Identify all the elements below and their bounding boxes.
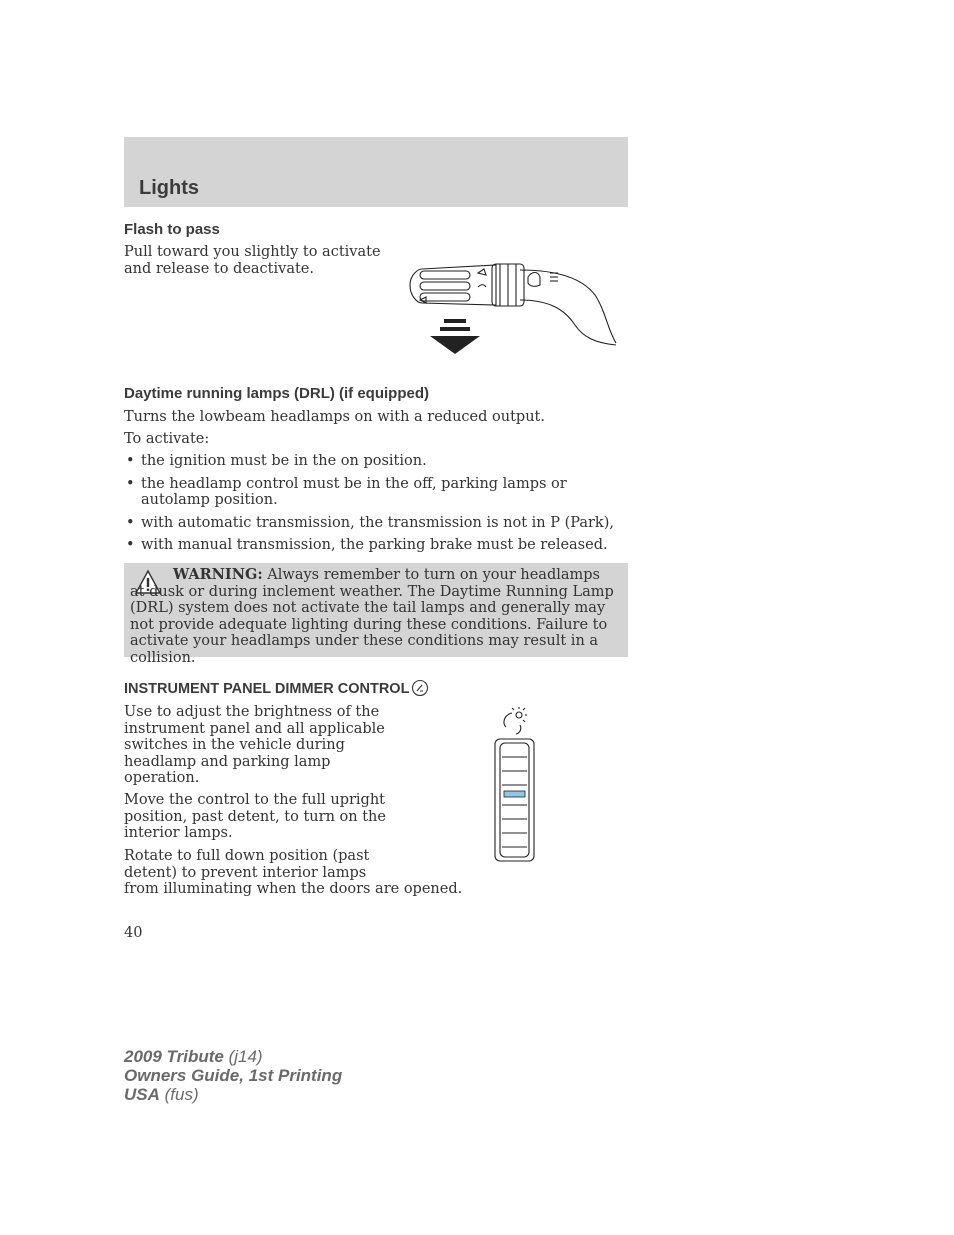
flash-body-line2: and release to deactivate. [124, 261, 314, 277]
dimmer-wheel-illustration [492, 705, 538, 865]
drl-intro: Turns the lowbeam headlamps on with a reduced output. [124, 409, 545, 425]
list-item: • with manual transmission, the parking brake must be released. [126, 537, 608, 553]
drl-heading: Daytime running lamps (DRL) (if equipped) [124, 385, 430, 402]
headlamp-stalk-illustration [400, 255, 618, 360]
list-item: • with automatic transmission, the transmission is not in P (Park), [126, 514, 614, 531]
section-title: Lights [139, 177, 199, 199]
warning-label: WARNING: [173, 566, 263, 583]
dimmer-para-3: Rotate to full down position (past detent) to prevent interior lamps from illuminating when the doors are opened. [124, 848, 463, 897]
flash-body-line1: Pull toward you slightly to activate [124, 244, 381, 260]
drl-to-activate: To activate: [124, 431, 210, 447]
warning-text [130, 567, 614, 666]
section-header-band [124, 137, 628, 207]
warning-box [124, 563, 628, 666]
list-item: • the ignition must be in the on position. [126, 453, 427, 469]
document-footer: 2009 Tribute (j14) Owners Guide, 1st Printing USA (fus) [124, 1047, 343, 1104]
flash-heading: Flash to pass [124, 221, 220, 238]
dimmer-para-1: Use to adjust the brightness of the instrument panel and all applicable switches in the vehicle during headlamp and parking lamp operation. [124, 704, 385, 786]
dimmer-para-2: Move the control to the full upright position, past detent, to turn on the interior lamps. [124, 792, 386, 841]
page-number: 40 [124, 925, 143, 941]
dimmer-symbol-icon [411, 679, 429, 697]
warning-body: Always remember to turn on your headlamps at dusk or during inclement weather. The Daytime Running Lamp (DRL) system does not activate the tail lamps and generally may not provide adequate lighting during these conditions. Failure to activate your headlamps under these conditions may result in a collision. [130, 567, 614, 666]
list-item: • the headlamp control must be in the off, parking lamps or autolamp position. [126, 475, 567, 508]
dimmer-heading: INSTRUMENT PANEL DIMMER CONTROL [124, 679, 429, 697]
drl-bullet-list [124, 453, 624, 560]
